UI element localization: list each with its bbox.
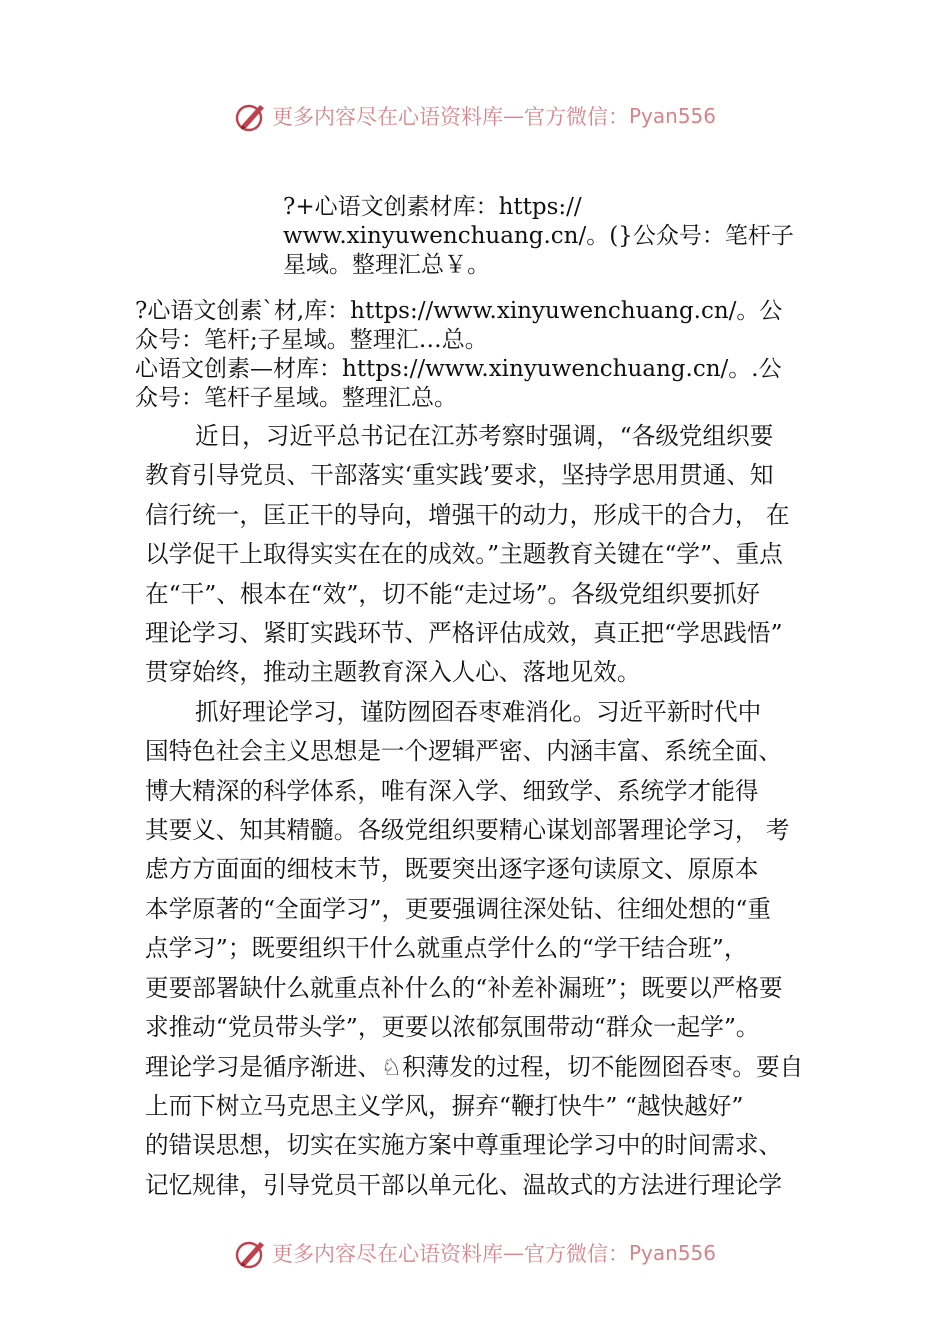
article-body (145, 417, 825, 1205)
body-line: 近日，习近平总书记在江苏考察时强调，“各级党组织要 (195, 422, 774, 450)
note-line: 心语文创素—材库：https://www.xinyuwenchuang.cn/。.公 (135, 356, 782, 382)
body-line: 国特色社会主义思想是一个逻辑严密、内涵丰富、系统全面、 (145, 737, 783, 766)
body-line: 记忆规律，引导党员干部以单元化、温故式的方法进行理论学 (145, 1170, 783, 1199)
banner-dash: — (502, 104, 524, 128)
body-line: 虑方方面面的细枝末节，既要突出逐字逐句读原文、原原本 (145, 855, 759, 884)
note-line: 众号：笔杆;子星域。整理汇…总。 (135, 327, 488, 353)
body-line: 更要部署缺什么就重点补什么的“补差补漏班”；既要以严格要 (145, 973, 783, 1002)
body-line: 在“干”、根本在“效”，切不能“走过场”。各级党组织要抓好 (145, 579, 761, 608)
body-line: 的错误思想，切实在实施方案中尊重理论学习中的时间需求、 (145, 1131, 783, 1160)
body-line: 信行统一，匡正干的导向，增强干的动力，形成干的合力， 在 (145, 500, 790, 529)
banner-wechat-id: Pyan556 (628, 1241, 716, 1265)
banner-main-text: 更多内容尽在心语资料库 (271, 1242, 503, 1266)
pen-logo-icon (234, 99, 268, 133)
note-line: 众号：笔杆子星域。整理汇总。 (135, 385, 457, 411)
note-line: www.xinyuwenchuang.cn/。(}公众号：笔杆子 (283, 223, 794, 249)
note-line: ?心语文创素`材,库：https://www.xinyuwenchuang.cn/。公 (135, 298, 783, 324)
body-line: 抓好理论学习，谨防囫囵吞枣难消化。习近平新时代中 (195, 697, 762, 726)
body-line: 以学促干上取得实实在在的成效。”主题教育关键在“学”、重点 (145, 540, 783, 569)
body-line: 理论学习、紧盯实践环节、严格评估成效，真正把“学思践悟” (145, 619, 783, 648)
body-line: 贯穿始终，推动主题教育深入人心、落地见效。 (145, 658, 641, 687)
source-note-2 (135, 297, 835, 413)
body-line: 理论学习是循序渐进、♘积薄发的过程，切不能囫囵吞枣。要自 (145, 1052, 804, 1081)
note-line: 星域。整理汇总￥。 (283, 252, 490, 278)
body-line: 求推动“党员带头学”，更要以浓郁氛围带动“群众一起学”。 (145, 1013, 760, 1042)
pen-logo-icon (234, 1236, 268, 1270)
banner-wechat-id: Pyan556 (628, 104, 716, 128)
body-line: 上而下树立马克思主义学风，摒弃“鞭打快牛” “越快越好” (145, 1091, 744, 1120)
source-note-1 (283, 193, 843, 280)
note-line: ?+心语文创素材库：https:// (283, 194, 582, 220)
body-line: 教育引导党员、干部落实‘重实践’要求，坚持学思用贯通、知 (145, 461, 774, 490)
body-line: 本学原著的“全面学习”，更要强调往深处钻、往细处想的“重 (145, 894, 772, 923)
footer-banner (0, 1231, 950, 1275)
body-line: 其要义、知其精髓。各级党组织要精心谋划部署理论学习， 考 (145, 816, 790, 845)
header-banner (0, 94, 950, 138)
banner-main-text: 更多内容尽在心语资料库 (271, 105, 503, 129)
body-line: 博大精深的科学体系，唯有深入学、细致学、系统学才能得 (145, 776, 759, 805)
body-line: 点学习”；既要组织干什么就重点学什么的“学干结合班”， (145, 934, 748, 963)
banner-wechat-label: 官方微信： (523, 1242, 629, 1266)
banner-dash: — (502, 1241, 524, 1265)
banner-wechat-label: 官方微信： (523, 105, 629, 129)
